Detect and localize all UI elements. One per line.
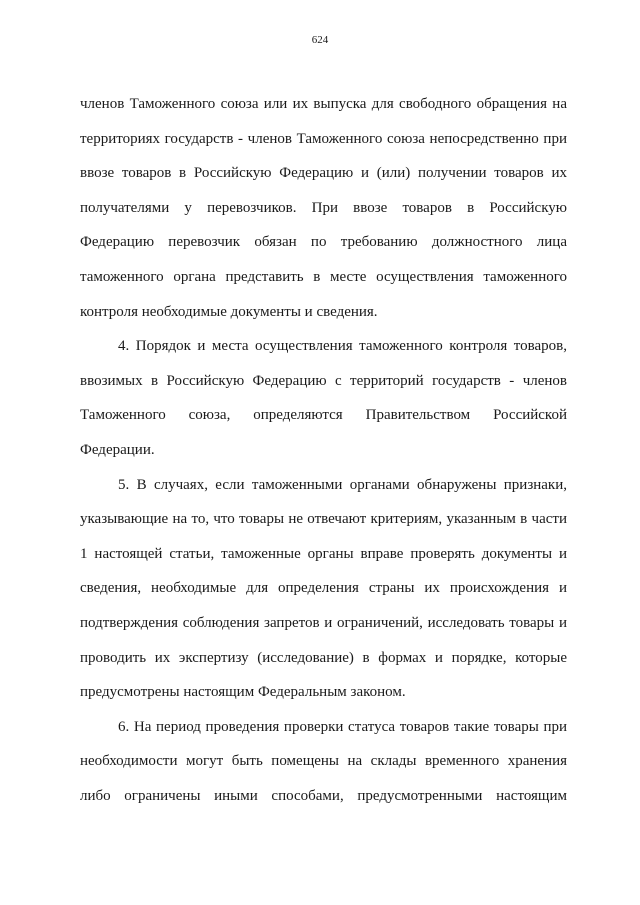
text-line: 6. На период проведения проверки статуса товаров такие товары при [118, 718, 567, 735]
text-line: Федерацию перевозчик обязан по требованию должностного лица [80, 234, 567, 251]
text-line: ввозимых в Российскую Федерацию с территорий государств - членов [80, 372, 567, 389]
paragraph-6 [80, 710, 567, 814]
document-body [80, 87, 567, 813]
text-line: 4. Порядок и места осуществления таможенного контроля товаров, [118, 338, 567, 355]
text-line: Таможенного союза, определяются Правительством Российской [80, 407, 567, 424]
text-line: Федерации. [80, 441, 155, 458]
text-line: территориях государств - членов Таможенного союза непосредственно при [80, 130, 567, 147]
text-line: получателями у перевозчиков. При ввозе товаров в Российскую [80, 199, 567, 216]
paragraph-4 [80, 329, 567, 467]
text-line: предусмотрены настоящим Федеральным законом. [80, 684, 406, 701]
text-line: контроля необходимые документы и сведения. [80, 303, 378, 320]
text-line: ввозе товаров в Российскую Федерацию и (или) получении товаров их [80, 165, 567, 182]
text-line: подтверждения соблюдения запретов и ограничений, исследовать товары и [80, 614, 567, 631]
text-line: 5. В случаях, если таможенными органами обнаружены признаки, [118, 476, 567, 493]
paragraph-5 [80, 468, 567, 710]
text-line: необходимости могут быть помещены на склады временного хранения [80, 753, 567, 770]
page-number: 624 [311, 34, 329, 46]
text-line: сведения, необходимые для определения страны их происхождения и [80, 580, 567, 597]
text-line: указывающие на то, что товары не отвечают критериям, указанным в части [80, 511, 567, 528]
text-line: 1 настоящей статьи, таможенные органы вправе проверять документы и [80, 545, 567, 562]
text-line: членов Таможенного союза или их выпуска для свободного обращения на [80, 96, 567, 112]
text-line: либо ограничены иными способами, предусмотренными настоящим [80, 787, 567, 804]
text-line: таможенного органа представить в месте осуществления таможенного [80, 268, 567, 285]
paragraph-continuation [80, 87, 567, 329]
text-line: проводить их экспертизу (исследование) в формах и порядке, которые [80, 649, 567, 666]
